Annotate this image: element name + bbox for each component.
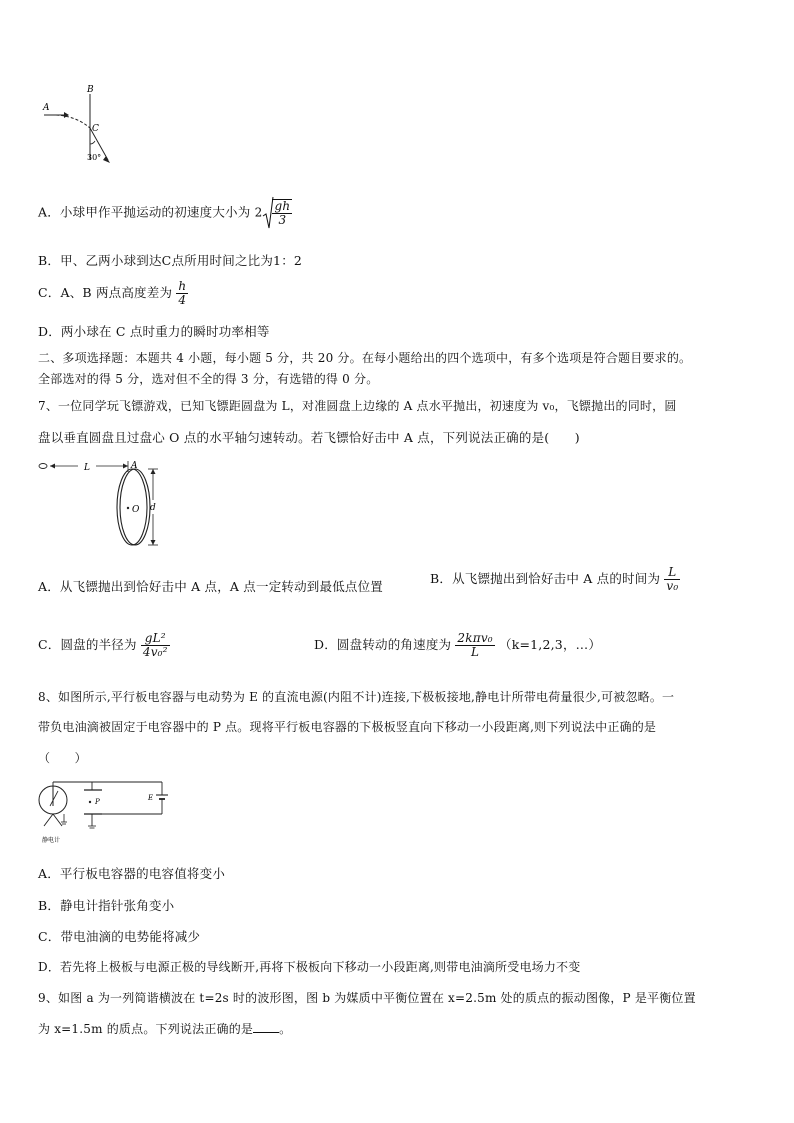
q8-option-a: A．平行板电容器的电容值将变小: [38, 866, 226, 881]
capacitor-circuit-figure: [34, 776, 184, 848]
q8-option-d: D．若先将上极板与电源正极的导线断开,再将下极板向下移动一小段距离,则带电油滴所受电场力不变: [38, 960, 581, 974]
q9-stem-line1: 9、如图 a 为一列简谐横波在 t=2s 时的波形图，图 b 为媒质中平衡位置在 x=2.5m 处的质点的振动图像，P 是平衡位置: [38, 991, 696, 1005]
q6-option-a: A．小球甲作平抛运动的初速度大小为 2 $\frac{gh}{3}$: [38, 196, 292, 230]
projectile-figure: [36, 84, 126, 174]
fig-label-c: C: [92, 124, 99, 134]
q8-option-b: B．静电计指针张角变小: [38, 898, 175, 913]
q7-option-b: B．从飞镖抛出到恰好击中 A 点的时间为 $\frac{L}{\text{v₀}}$: [430, 565, 679, 594]
fig-label-d: d: [150, 503, 156, 513]
dart-disc-figure: [34, 456, 174, 552]
q7-stem-line1: 7、一位同学玩飞镖游戏，已知飞镖距圆盘为 L，对准圆盘上边缘的 A 点水平抛出，初速度为 v₀，飞镖抛出的同时，圆: [38, 399, 677, 413]
fig-label-b: B: [87, 85, 94, 95]
q8-stem-line2: 带负电油滴被固定于电容器中的 P 点。现将平行板电容器的下极板竖直向下移动一小段距离,则下列说法中正确的是: [38, 720, 657, 734]
q7-stem-line2: 盘以垂直圆盘且过盘心 O 点的水平轴匀速转动。若飞镖恰好击中 A 点，下列说法正确的是( ): [38, 430, 580, 445]
section-2-heading-line1: 二、多项选择题：本题共 4 小题，每小题 5 分，共 20 分。在每小题给出的四个选项中，有多个选项是符合题目要求的。: [38, 351, 692, 365]
fig-label-E: E: [148, 794, 154, 802]
q6-option-b: B．甲、乙两小球到达C点所用时间之比为1：2: [38, 253, 303, 268]
section-2-heading-line2: 全部选对的得 5 分，选对但不全的得 3 分，有选错的得 0 分。: [38, 372, 379, 386]
q8-stem-line1: 8、如图所示,平行板电容器与电动势为 E 的直流电源(内阻不计)连接,下极板接地,静电计所带电荷量很少,可被忽略。一: [38, 690, 675, 704]
q6-option-d: D．两小球在 C 点时重力的瞬时功率相等: [38, 324, 270, 339]
q8-option-c: C．带电油滴的电势能将减少: [38, 929, 201, 944]
q6-option-c: C．A、B 两点高度差为 $\frac{h}{4}$: [38, 279, 187, 308]
q9-stem-line2: 为 x=1.5m 的质点。下列说法正确的是 。: [38, 1022, 292, 1036]
fig-angle-label: 30°: [87, 153, 102, 162]
q7-option-a: A．从飞镖抛出到恰好击中 A 点，A 点一定转动到最低点位置: [38, 579, 384, 594]
q8-stem-line3: （ ）: [38, 751, 87, 765]
fig-label-L: L: [84, 463, 90, 473]
fig-label-P: P: [95, 798, 100, 806]
electroscope-caption: 静电计: [42, 837, 61, 844]
q7-option-d: D．圆盘转动的角速度为 $\frac{\text{2kπv₀}}{L}$ （k=1,2,3，…）: [314, 631, 602, 660]
sqrt-expression: 2 $\frac{gh}{3}$: [254, 198, 291, 227]
fig-label-O: O: [132, 505, 140, 515]
fig-label-A: A: [131, 461, 138, 471]
answer-blank: [253, 1022, 279, 1033]
q7-option-c: C．圆盘的半径为 $\frac{\text{gL²}}{\text{4v₀²}}$: [38, 631, 168, 660]
fig-label-a: A: [43, 103, 50, 113]
